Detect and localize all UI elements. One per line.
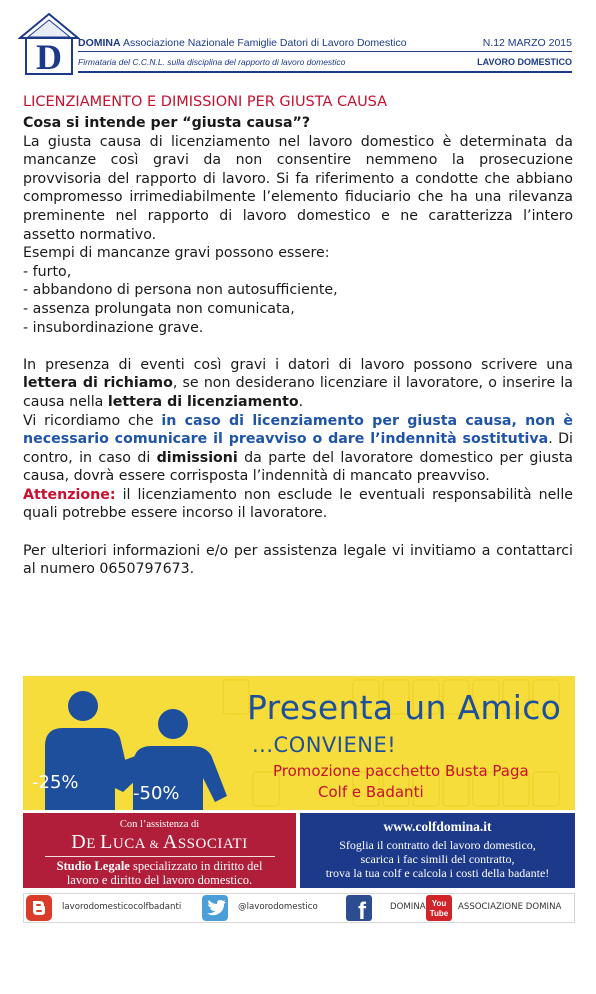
social-youtube[interactable] bbox=[426, 894, 574, 922]
section-label: LAVORO DOMESTICO bbox=[477, 57, 572, 67]
page-header bbox=[0, 0, 596, 80]
article-paragraph-letters: In presenza di eventi così gravi i datori di lavoro possono scrivere una lettera di richiamo, se non desiderano licenziare il lavoratore, o inserire la causa nella lettera di licenziamento. bbox=[23, 356, 574, 410]
article-paragraph-warning: Attenzione: il licenziamento non esclude le eventuali responsabilità nelle quali potrebbe essere incorso il lavoratore. bbox=[23, 486, 573, 522]
term-dimissioni: dimissioni bbox=[156, 449, 238, 466]
promo-banner[interactable] bbox=[23, 676, 575, 810]
header-divider-thick bbox=[78, 71, 572, 73]
studio-description-2: lavoro e diritto del lavoro domestico. bbox=[66, 873, 253, 887]
svg-text:Tube: Tube bbox=[429, 909, 449, 918]
header-subtitle: Firmataria del C.C.N.L. sulla disciplina del rapporto di lavoro domestico bbox=[78, 57, 346, 67]
brand-name: DOMINA bbox=[78, 37, 121, 49]
promo-title: Presenta un Amico bbox=[247, 688, 562, 727]
example-item: - furto, bbox=[23, 263, 72, 280]
website-line: trova la tua colf e calcola i costi della badante! bbox=[325, 866, 550, 880]
website-line: scarica i fac simili del contratto, bbox=[360, 852, 515, 866]
legal-assistance-box bbox=[23, 813, 296, 888]
example-item: - abbandono di persona non autosufficiente, bbox=[23, 282, 338, 299]
website-link[interactable]: www.colfdomina.it bbox=[383, 819, 492, 834]
social-blogger[interactable] bbox=[26, 894, 196, 922]
header-divider bbox=[78, 51, 572, 52]
website-line: Sfoglia il contratto del lavoro domestico, bbox=[339, 838, 536, 852]
social-facebook[interactable] bbox=[346, 894, 436, 922]
social-label: ASSOCIAZIONE DOMINA bbox=[458, 902, 562, 912]
header-subtitle-line bbox=[78, 57, 572, 71]
website-box bbox=[300, 813, 575, 888]
social-label: DOMINA bbox=[390, 902, 426, 912]
promo-subtitle: ...CONVIENE! bbox=[252, 733, 397, 757]
highlight-no-notice: in caso di licenziamento per giusta causa, non è necessario comunicare il preavviso o dare l’indennità sostitutiva bbox=[23, 412, 573, 448]
social-label: @lavorodomestico bbox=[238, 902, 318, 912]
studio-description: Studio Legale specializzato in diritto del bbox=[56, 859, 263, 873]
article-body bbox=[23, 92, 573, 579]
youtube-icon bbox=[426, 895, 452, 921]
facebook-icon bbox=[346, 895, 372, 921]
logo-letter: D bbox=[36, 37, 62, 76]
article-title: LICENZIAMENTO E DIMISSIONI PER GIUSTA CAUSA bbox=[23, 94, 388, 110]
article-paragraph-definition: La giusta causa di licenziamento nel lavoro domestico è determinata da mancanze così gravi da non consentire nemmeno la prosecuzione provvisoria del rapporto di lavoro. Si fa riferimento a condotte che abbiano compromesso irrimediabilmente l’elemento fiduciario che ha una rilevanza preminente nel rapporto di lavoro domestico e ne caratterizza l’intero assetto normativo. bbox=[23, 133, 573, 243]
promo-target: Colf e Badanti bbox=[318, 783, 424, 801]
term-lettera-licenziamento: lettera di licenziamento bbox=[107, 393, 299, 410]
domina-logo-icon bbox=[18, 12, 80, 76]
discount-50: -50% bbox=[133, 783, 180, 804]
issue-number: N.12 MARZO 2015 bbox=[482, 37, 572, 49]
twitter-icon bbox=[202, 895, 228, 921]
legal-divider bbox=[45, 856, 275, 857]
warning-label: Attenzione: bbox=[23, 486, 116, 503]
association-name: Associazione Nazionale Famiglie Datori di Lavoro Domestico bbox=[122, 37, 407, 49]
article-question: Cosa si intende per “giusta causa”? bbox=[23, 115, 311, 131]
social-bar bbox=[23, 893, 575, 923]
article-paragraph-contact: Per ulteriori informazioni e/o per assistenza legale vi invitiamo a contattarci al numero 0650797673. bbox=[23, 542, 573, 578]
discount-25: -25% bbox=[32, 772, 79, 793]
svg-text:f: f bbox=[358, 898, 366, 921]
social-label: lavorodomesticocolfbadanti bbox=[62, 902, 182, 912]
promo-package: Promozione pacchetto Busta Paga bbox=[273, 762, 529, 780]
legal-intro: Con l’assistenza di bbox=[119, 819, 200, 830]
examples-intro: Esempi di mancanze gravi possono essere: bbox=[23, 245, 330, 262]
term-lettera-richiamo: lettera di richiamo bbox=[23, 375, 173, 392]
law-firm-name: DE LUCA & ASSOCIATI bbox=[71, 831, 248, 853]
article-paragraph-notice: Vi ricordiamo che in caso di licenziamento per giusta causa, non è necessario comunicare il preavviso o dare l’indennità sostitutiva. Di contro, in caso di dimissioni da parte del lavoratore domestico per giusta causa, dovrà essere corrisposta l’indennità di mancato preavviso. bbox=[23, 412, 573, 485]
social-twitter[interactable] bbox=[202, 894, 342, 922]
example-item: - insubordinazione grave. bbox=[23, 319, 204, 336]
blogger-icon bbox=[26, 895, 52, 921]
svg-text:You: You bbox=[431, 899, 447, 908]
example-item: - assenza prolungata non comunicata, bbox=[23, 300, 295, 317]
